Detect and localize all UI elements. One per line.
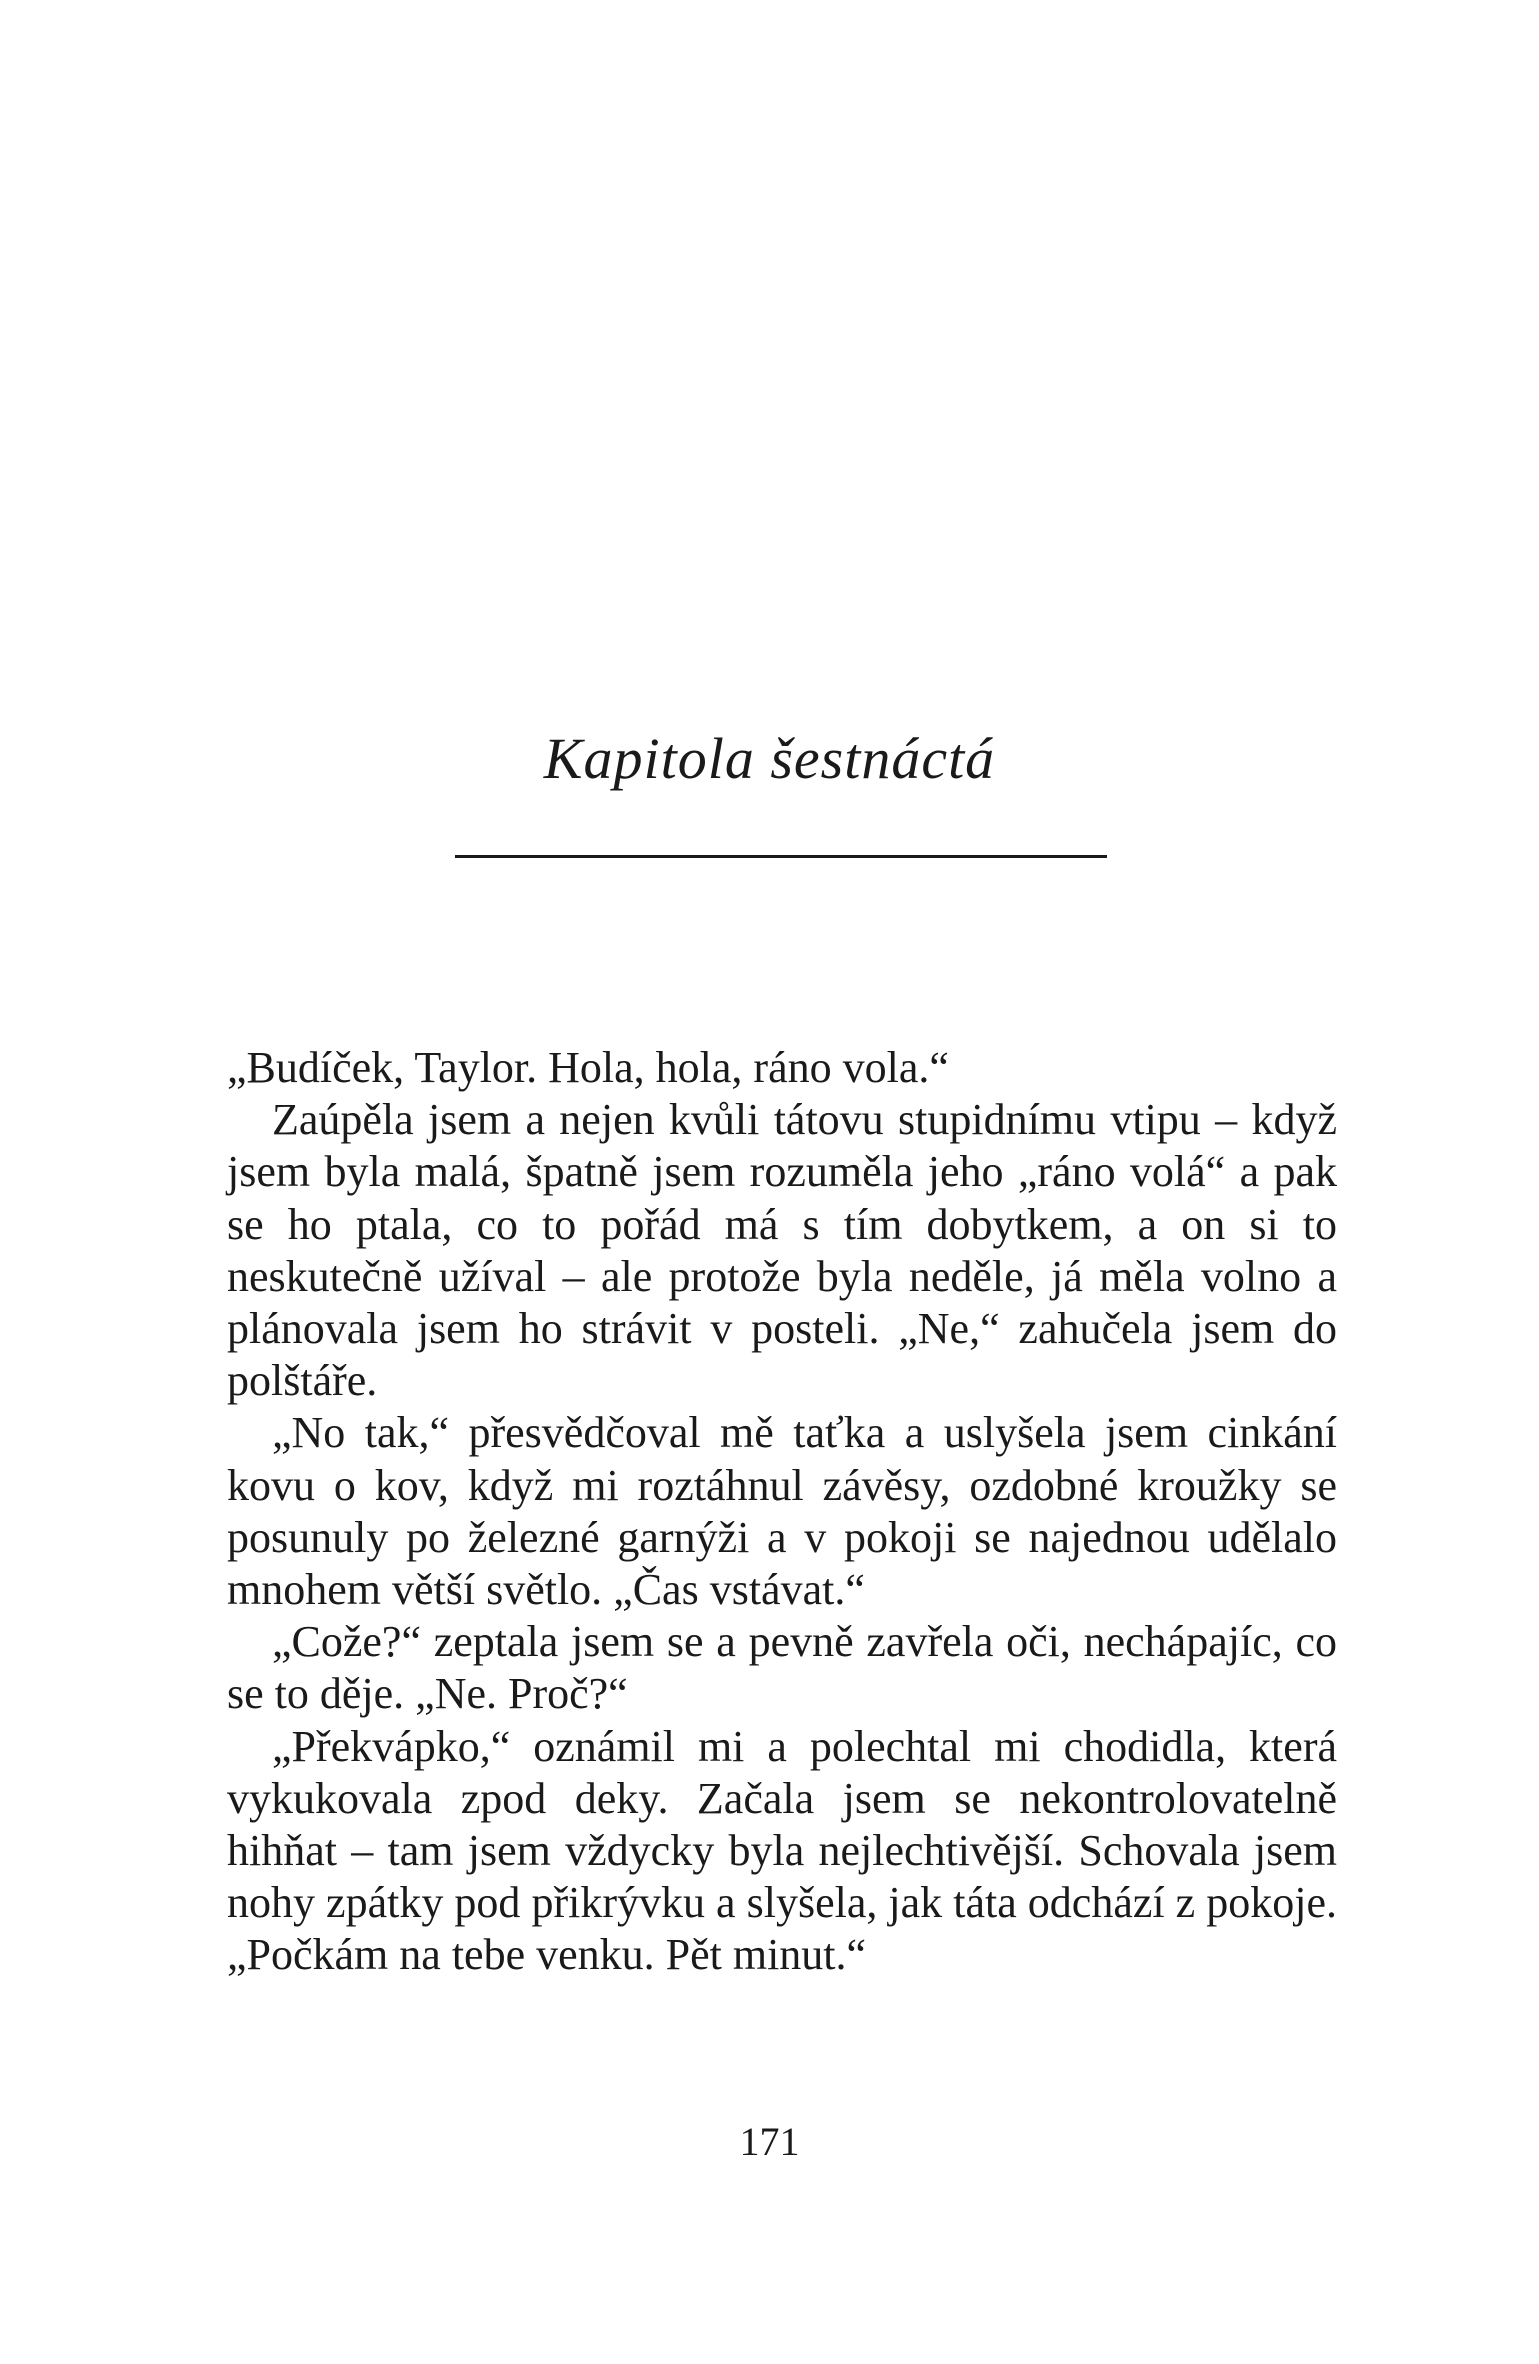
paragraph: Zaúpěla jsem a nejen kvůli tátovu stupidnímu vtipu – když jsem byla malá, špatně jsem rozuměla jeho „ráno volá“ a pak se ho ptala, co to pořád má s tím dobytkem, a on si to neskutečně užíval – ale protože byla neděle, já měla volno a plánovala jsem ho strávit v posteli. „Ne,“ zahučela jsem do polštáře. xyxy=(227,1095,1337,1406)
paragraph: „Cože?“ zeptala jsem se a pevně zavřela oči, nechápajíc, co se to děje. „Ne. Proč?“ xyxy=(227,1617,1337,1719)
page-number: 171 xyxy=(739,2119,800,2164)
paragraph: „No tak,“ přesvědčoval mě taťka a uslyšela jsem cinkání kovu o kov, když mi roztáhnul závěsy, ozdobné kroužky se posunuly po železné garnýži a v pokoji se najednou udělalo mnohem větší světlo. „Čas vstávat.“ xyxy=(227,1408,1337,1615)
paragraph: „Překvápko,“ oznámil mi a polechtal mi chodidla, která vykukovala zpod deky. Začala jsem se nekontrolovatelně hihňat – tam jsem vždycky byla nejlechtivější. Schovala jsem nohy zpátky pod přikrývku a slyšela, jak táta odchází z pokoje. „Počkám na tebe venku. Pět minut.“ xyxy=(227,1721,1337,1980)
chapter-body xyxy=(227,1042,1337,1982)
chapter-title: Kapitola šestnáctá xyxy=(543,726,996,791)
paragraph: „Budíček, Taylor. Hola, hola, ráno vola.“ xyxy=(227,1043,949,1092)
chapter-divider xyxy=(455,855,1107,858)
